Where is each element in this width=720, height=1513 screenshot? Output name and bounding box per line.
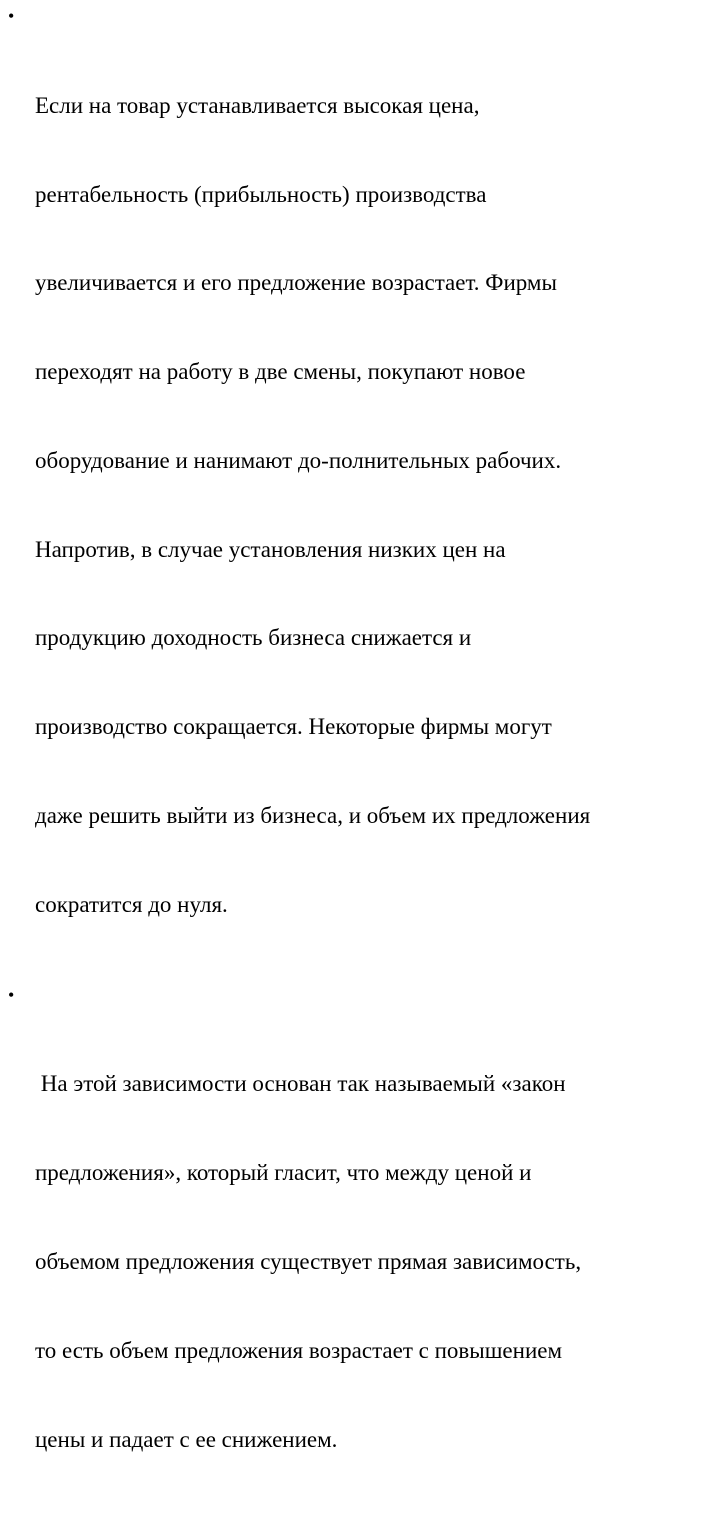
paragraph-line: сократится до нуля. [35,891,228,917]
bullet-item-supply-price [6,2,716,979]
paragraph-line: переходят на работу в две смены, покупают новое [35,359,526,385]
paragraph-line: цены и падает с ее снижением. [35,1426,338,1452]
paragraph-line: Если на товар устанавливается высокая цена, [35,92,480,118]
paragraph-line: рентабельность (прибыльность) производства [35,181,487,207]
paragraph-line: продукцию доходность бизнеса снижается и [35,625,472,651]
bullet-dot-icon: • [8,6,15,26]
paragraph-line: оборудование и нанимают до-полнительных рабочих. [35,447,562,473]
paragraph-line: предложения», который гласит, что между ценой и [35,1160,532,1186]
paragraph-line: объемом предложения существует прямая зависимость, [35,1248,582,1274]
slide [0,2,720,1452]
paragraph-line: Напротив, в случае установления низких цен на [35,536,506,562]
paragraph-line: увеличивается и его предложение возрастает. Фирмы [35,270,557,296]
bullet-list [6,2,716,1513]
bullet-item-law-of-supply [6,981,716,1513]
paragraph-line: производство сокращается. Некоторые фирмы могут [35,714,552,740]
paragraph-line: то есть объем предложения возрастает с повышением [35,1337,563,1363]
bullet-dot-icon: • [8,984,15,1005]
paragraph-line: На этой зависимости основан так называемый «закон [35,1071,566,1097]
paragraph-line: даже решить выйти из бизнеса, и объем их предложения [35,803,591,829]
